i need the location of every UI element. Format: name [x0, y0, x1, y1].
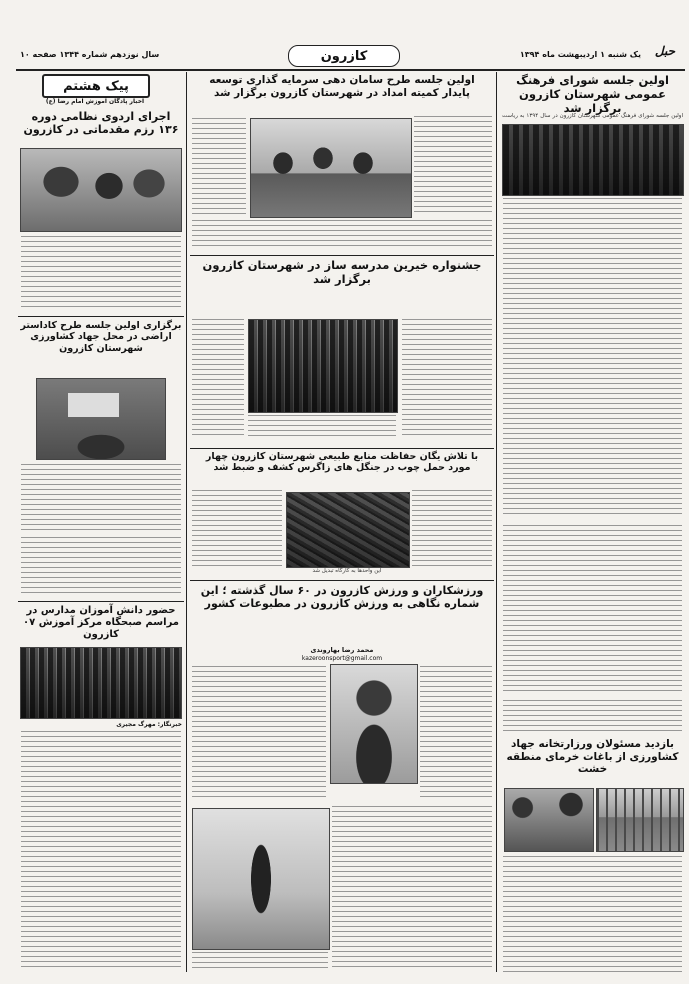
text-block — [420, 666, 492, 801]
text-block — [21, 731, 181, 971]
text-block — [192, 220, 492, 250]
special-box-title-text: پیک هشتم — [63, 78, 129, 94]
text-block — [332, 806, 492, 971]
divider — [18, 601, 184, 602]
text-block — [192, 118, 246, 216]
headline: اجرای اردوی نظامی دوره ۱۳۶ رزم مقدماتی در کازرون — [23, 110, 179, 137]
byline: محمد رضا بهاروندی — [310, 646, 374, 654]
special-box-title — [42, 74, 150, 98]
text-block — [192, 952, 328, 970]
text-block — [248, 415, 396, 439]
text-block — [412, 490, 492, 570]
students-article — [18, 537, 184, 975]
divider — [190, 255, 494, 256]
council-photo — [502, 124, 684, 196]
text-block — [21, 537, 181, 597]
headline: جشنواره خیرین مدرسه ساز در شهرستان کازرون برگزار شد — [202, 258, 482, 286]
text-block — [414, 116, 492, 216]
timber-photo — [286, 492, 410, 568]
divider — [190, 448, 494, 449]
headline: بازدید مسئولان ورزارتخانه جهاد کشاورزی از باغات خرمای منطقه خشت — [506, 738, 679, 776]
culture-council-article — [500, 72, 685, 522]
issue-line: سال نوزدهم شماره ۱۳۴۴ صفحه ۱۰ — [20, 50, 160, 59]
land-meeting-article — [18, 316, 184, 534]
athlete-portrait — [330, 664, 418, 784]
column-rule-right — [496, 72, 497, 972]
special-box-subtitle: اخبار پادگان آموزش امام رضا (ع) — [45, 98, 145, 105]
orchard-photo-2 — [596, 788, 684, 852]
date-line: یک شنبه ۱ اردیبهشت ماه ۱۳۹۴ — [519, 50, 641, 59]
parade-article — [18, 108, 184, 313]
masthead-rule — [16, 69, 685, 71]
text-block — [21, 464, 181, 532]
parade-photo — [20, 148, 182, 232]
orchards-article — [500, 700, 685, 975]
headline: اولین جلسه شورای فرهنگ عمومی شهرستان کازرون برگزار شد — [516, 73, 669, 115]
text-block — [503, 198, 682, 518]
students-photo — [20, 647, 182, 719]
section-title: کازرون — [288, 45, 400, 67]
text-block — [503, 525, 682, 695]
divider — [190, 580, 494, 581]
sports-article — [190, 580, 494, 975]
meeting-photo — [250, 118, 412, 218]
text-block — [402, 319, 492, 439]
text-block — [192, 319, 244, 439]
runner-photo — [192, 808, 330, 950]
lead-text: اولین جلسه شورای فرهنگ عمومی شهرستان کازرون در سال ۱۳۹۴ به ریاست — [502, 113, 683, 119]
headline: برگزاری اولین جلسه طرح کاداستر اراضی در محل جهاد کشاورزی شهرستان کازرون — [20, 320, 182, 354]
forest-article — [190, 448, 494, 578]
column-rule-left — [186, 72, 187, 972]
text-block — [192, 490, 282, 570]
headline: اولین جلسه طرح سامان دهی سرمایه گذاری توسعه پایدار کمیته امداد در شهرستان کازرون برگزار شد — [209, 74, 475, 99]
meeting-room-photo — [36, 378, 166, 460]
text-block — [192, 666, 326, 801]
byline: خبرنگار: مهرگ مجیری — [116, 721, 182, 728]
divider — [18, 316, 184, 317]
festival-photo — [248, 319, 398, 413]
headline: با تلاش یگان حفاظت منابع طبیعی شهرستان کازرون چهار مورد حمل چوب در جنگل های زاگرس کشف و ضبط شد — [205, 451, 479, 474]
headline: ورزشکاران و ورزش کازرون در ۶۰ سال گذشته ؛ این شماره نگاهی به ورزش کازرون در مطبوعات کشور — [200, 584, 484, 611]
newspaper-logo: حبل — [654, 44, 676, 58]
investment-article — [190, 72, 494, 252]
text-block — [503, 856, 682, 972]
text-block — [21, 236, 181, 310]
headline: حضور دانش آموزان مدارس در مراسم صبحگاه مرکز آموزش ۰۷ کازرون — [23, 605, 179, 640]
photo-caption: این واحدها به کارگاه تبدیل شد — [312, 568, 382, 574]
text-block — [503, 700, 682, 732]
orchard-photo — [504, 788, 594, 852]
byline-email: kazeroonsport@gmail.com — [301, 655, 383, 662]
school-festival-article — [190, 255, 494, 445]
